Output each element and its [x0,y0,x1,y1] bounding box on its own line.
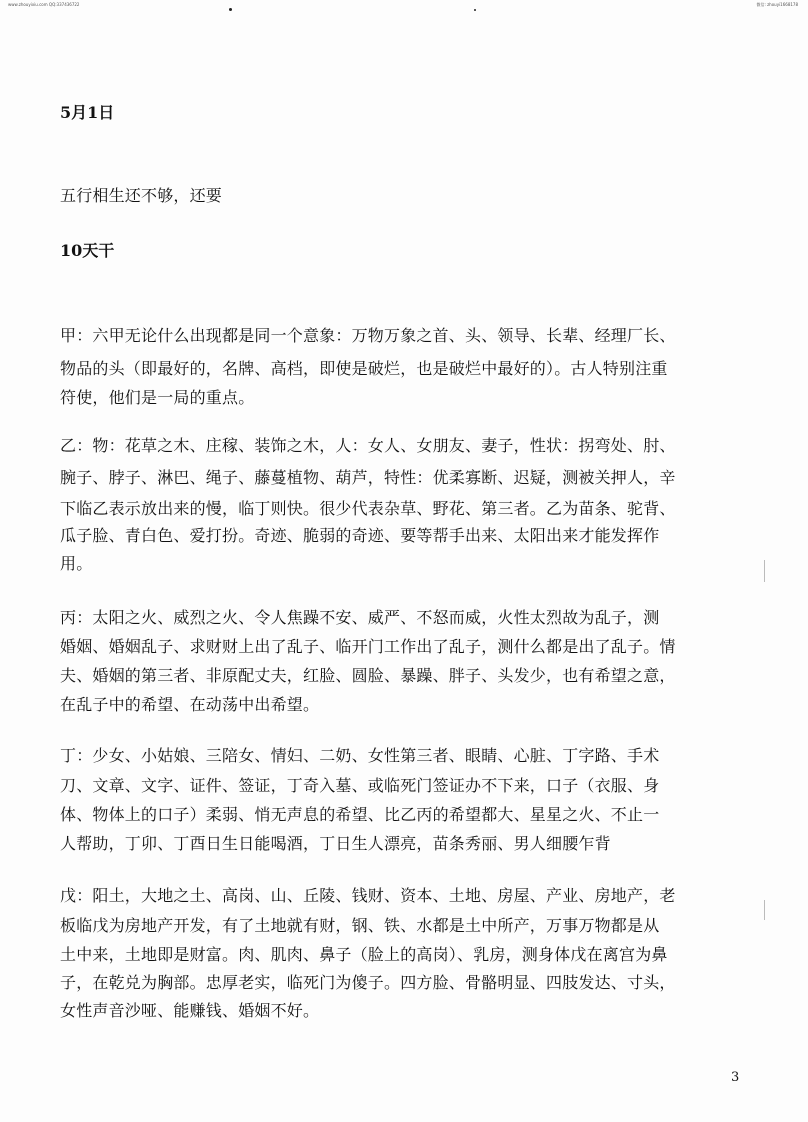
paragraph-line: 瓜子脸、青白色、爱打扮。奇迹、脆弱的奇迹、要等帮手出来、太阳出来才能发挥作 [60,526,660,545]
intro-line: 五行相生还不够，还要 [60,186,223,205]
paragraph-line: 乙：物：花草之木、庄稼、装饰之木，人：女人、女朋友、妻子，性状：拐弯处、肘、 [60,436,676,455]
paragraph-line: 土中来，土地即是财富。肉、肌肉、鼻子（脸上的高岗）、乳房，测身体戊在离宫为鼻 [60,945,668,964]
paragraph-line: 板临戊为房地产开发，有了土地就有财，钢、铁、水都是土中所产，万事万物都是从 [60,916,660,935]
paragraph-line: 刀、文章、文字、证件、签证，丁奇入墓、或临死门签证办不下来，口子（衣服、身 [60,776,660,795]
scan-edge-mark [764,560,765,582]
paragraph-line: 夫、婚姻的第三者、非原配丈夫，红脸、圆脸、暴躁、胖子、头发少，也有希望之意， [60,666,676,685]
paragraph-line: 在乱子中的希望、在动荡中出希望。 [60,695,320,714]
paragraph-line: 戊：阳土，大地之土、高岗、山、丘陵、钱财、资本、土地、房屋、产业、房地产，老 [60,886,676,905]
paragraph-line: 物品的头（即最好的，名牌、高档，即使是破烂，也是破烂中最好的）。古人特别注重 [60,359,668,378]
paragraph-line: 符使，他们是一局的重点。 [60,388,255,407]
header-right-contact: 微信: zhouyi1668178 [756,2,798,7]
section-heading: 10天干 [60,241,115,260]
header-left-url: www.zhouyixiu.com QQ:337436722 [8,2,80,7]
paragraph-line: 婚姻、婚姻乱子、求财财上出了乱子、临开门工作出了乱子，测什么都是出了乱子。情 [60,637,676,656]
scan-edge-mark [764,900,765,920]
paragraph-line: 子，在乾兑为胸部。忠厚老实，临死门为傻子。四方脸、骨骼明显、四肢发达、寸头， [60,973,676,992]
date-heading: 5月1日 [60,103,115,122]
paragraph-line: 丁：少女、小姑娘、三陪女、情妇、二奶、女性第三者、眼睛、心脏、丁字路、手术 [60,746,660,765]
paragraph-line: 用。 [60,554,93,573]
paragraph-line: 女性声音沙哑、能赚钱、婚姻不好。 [60,1001,320,1020]
paragraph-line: 腕子、脖子、淋巴、绳子、藤蔓植物、葫芦，特性：优柔寡断、迟疑，测被关押人，辛 [60,468,676,487]
paragraph-line: 丙：太阳之火、威烈之火、令人焦躁不安、威严、不怒而威，火性太烈故为乱子，测 [60,608,660,627]
paragraph-line: 体、物体上的口子）柔弱、悄无声息的希望、比乙丙的希望都大、星星之火、不止一 [60,805,660,824]
paragraph-line: 人帮助，丁卯、丁酉日生日能喝酒，丁日生人漂亮，苗条秀丽、男人细腰乍背 [60,834,611,853]
scan-speck [474,9,476,11]
page-number: 3 [731,1070,740,1085]
paragraph-line: 下临乙表示放出来的慢，临丁则快。很少代表杂草、野花、第三者。乙为苗条、驼背、 [60,499,676,518]
paragraph-line: 甲：六甲无论什么出现都是同一个意象：万物万象之首、头、领导、长辈、经理厂长、 [60,326,676,345]
scan-speck [229,8,232,11]
